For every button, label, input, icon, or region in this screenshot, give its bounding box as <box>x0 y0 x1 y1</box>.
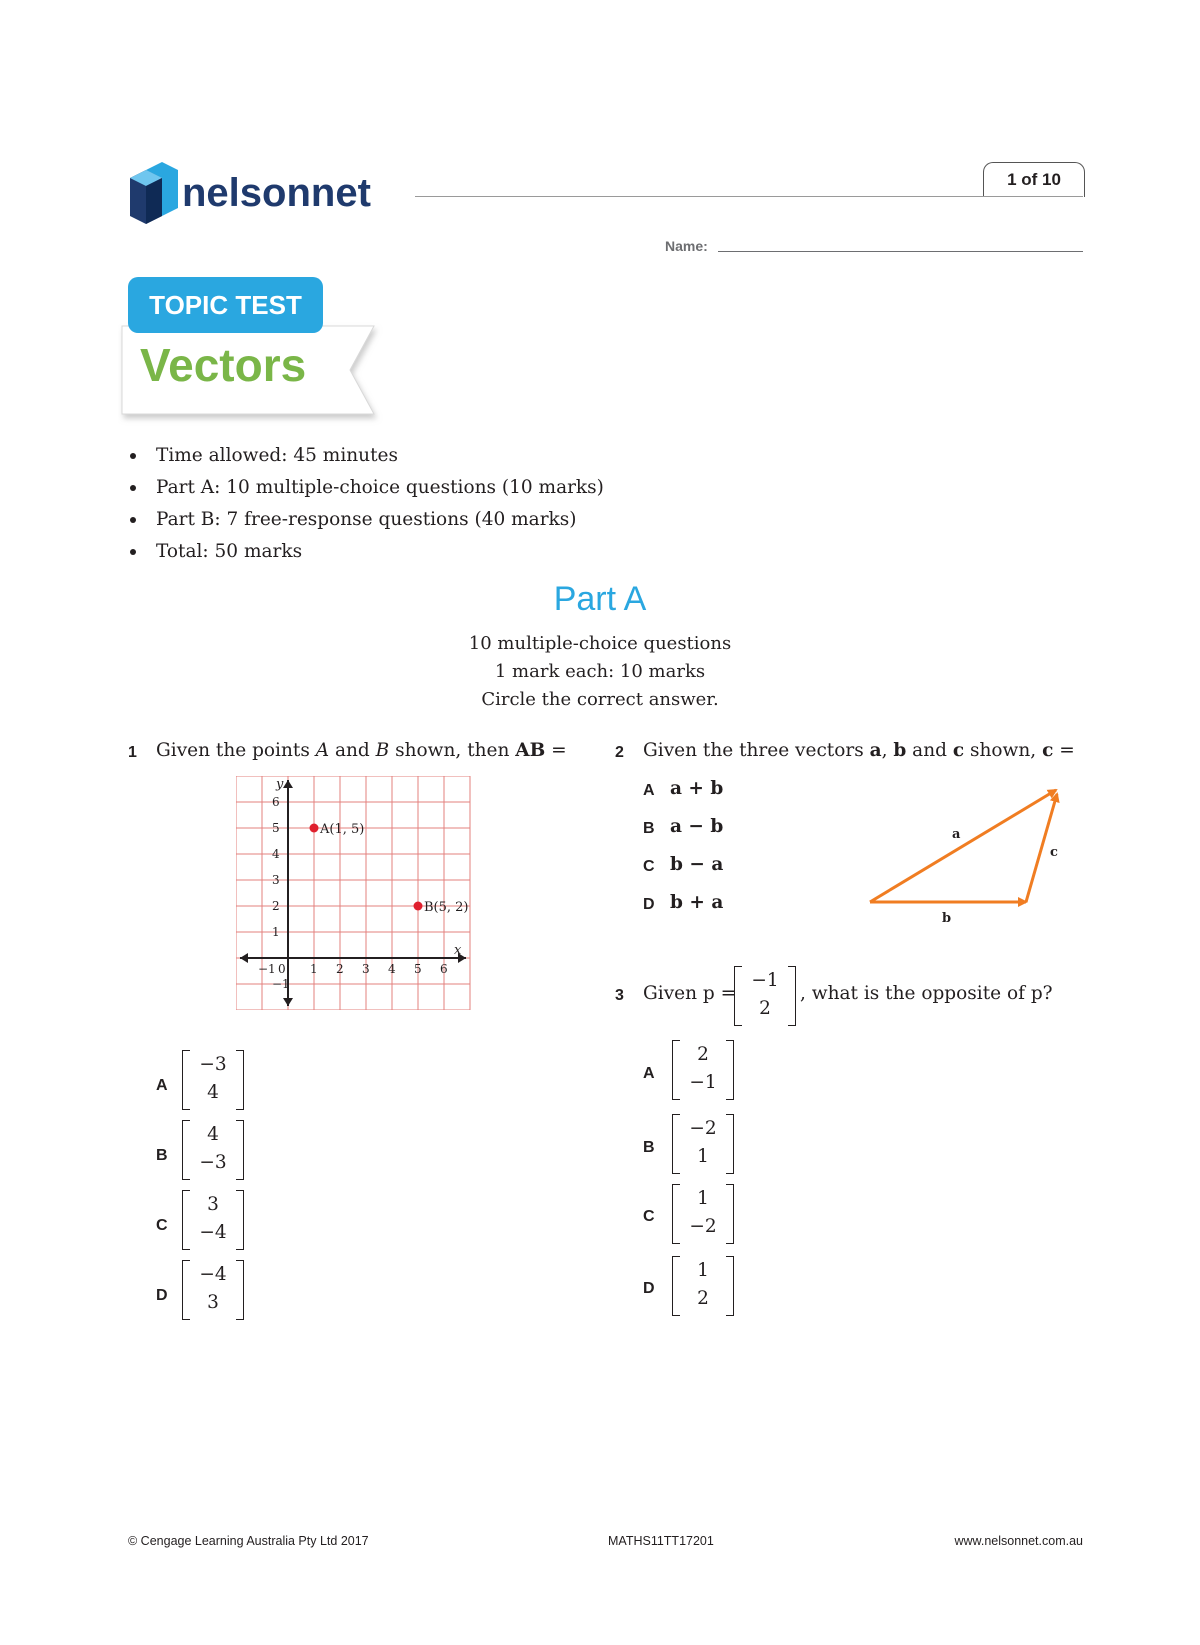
option-text[interactable]: b + a <box>670 892 724 913</box>
info-item: Part B: 7 free-response questions (40 marks) <box>128 504 604 536</box>
option-letter[interactable]: B <box>156 1147 168 1164</box>
y-tick-label: 1 <box>272 925 280 939</box>
info-item: Total: 50 marks <box>128 536 604 568</box>
part-a-title: Part A <box>553 580 647 618</box>
question-text-end: , what is the opposite of p? <box>800 983 1053 1004</box>
option-b-matrix[interactable]: −2 1 <box>672 1114 734 1174</box>
option-letter[interactable]: A <box>643 1065 655 1082</box>
question-number: 1 <box>128 744 137 761</box>
part-a-line: 10 multiple-choice questions <box>468 633 732 654</box>
option-d-matrix[interactable]: 1 2 <box>672 1256 734 1316</box>
footer-website[interactable]: www.nelsonnet.com.au <box>954 1534 1083 1548</box>
point-b-label: B(5, 2) <box>424 900 469 915</box>
point-b <box>414 902 423 911</box>
footer-code: MATHS11TT17201 <box>608 1534 714 1548</box>
vector-c-label: c <box>1050 845 1058 860</box>
name-label: Name: <box>665 238 708 254</box>
x-tick-label: 5 <box>414 962 422 976</box>
option-text[interactable]: a − b <box>670 816 724 837</box>
x-tick-label: 0 <box>278 962 286 976</box>
question-text-start: Given p = <box>643 983 737 1004</box>
x-tick-label: 1 <box>310 962 318 976</box>
option-letter[interactable]: D <box>643 1280 655 1297</box>
vector-b-label: b <box>942 911 952 926</box>
name-field-line[interactable] <box>718 251 1083 252</box>
option-letter[interactable]: A <box>156 1077 168 1094</box>
y-tick-label: 6 <box>272 795 280 809</box>
y-tick-label: 5 <box>272 821 280 835</box>
x-tick-label: 2 <box>336 962 344 976</box>
option-letter[interactable]: B <box>643 1139 655 1156</box>
option-c-matrix[interactable]: 3 −4 <box>182 1190 244 1250</box>
option-letter[interactable]: D <box>643 896 655 913</box>
y-axis-arrow <box>283 998 293 1006</box>
y-tick-label: 2 <box>272 899 280 913</box>
vector-triangle-diagram <box>860 776 1070 926</box>
bullet-icon <box>130 549 136 555</box>
option-letter[interactable]: A <box>643 782 655 799</box>
option-d-matrix[interactable]: −4 3 <box>182 1260 244 1320</box>
footer-copyright: © Cengage Learning Australia Pty Ltd 2017 <box>128 1534 369 1548</box>
option-letter[interactable]: D <box>156 1287 168 1304</box>
page-indicator: 1 of 10 <box>983 162 1085 197</box>
topic-test-badge: TOPIC TEST <box>128 277 323 333</box>
option-text[interactable]: a + b <box>670 778 724 799</box>
option-letter[interactable]: C <box>643 858 655 875</box>
bullet-icon <box>130 453 136 459</box>
logo-wordmark: nelsonnet <box>182 171 371 215</box>
question-text: Given the points A and B shown, then AB = <box>156 740 567 761</box>
option-a-matrix[interactable]: −3 4 <box>182 1050 244 1110</box>
question-text: Given the three vectors a, b and c shown, c = <box>643 740 1075 761</box>
bullet-icon <box>130 485 136 491</box>
point-a-label: A(1, 5) <box>320 822 365 837</box>
x-tick-label: 4 <box>388 962 396 976</box>
header-rule <box>415 196 990 197</box>
question-number: 2 <box>615 744 624 761</box>
page-indicator-rule <box>983 196 1083 197</box>
x-axis-label: x <box>454 943 462 958</box>
topic-title: Vectors <box>140 339 307 391</box>
bullet-icon <box>130 517 136 523</box>
test-info-list <box>128 440 604 568</box>
part-a-line: Circle the correct answer. <box>481 689 719 710</box>
info-item: Time allowed: 45 minutes <box>128 440 604 472</box>
option-letter[interactable]: C <box>643 1208 655 1225</box>
y-tick-label: −1 <box>272 977 290 991</box>
vector-a-arrow <box>870 790 1056 902</box>
vector-a-label: a <box>952 827 961 842</box>
x-tick-label: −1 <box>258 962 276 976</box>
option-b-matrix[interactable]: 4 −3 <box>182 1120 244 1180</box>
x-tick-label: 3 <box>362 962 370 976</box>
info-item: Part A: 10 multiple-choice questions (10 marks) <box>128 472 604 504</box>
option-text[interactable]: b − a <box>670 854 724 875</box>
x-tick-label: 6 <box>440 962 448 976</box>
question-number: 3 <box>615 987 624 1004</box>
y-tick-label: 4 <box>272 847 280 861</box>
y-tick-label: 3 <box>272 873 280 887</box>
y-axis-label: y <box>276 777 284 792</box>
coordinate-graph <box>236 776 472 1010</box>
nelsonnet-logo <box>126 156 416 226</box>
option-letter[interactable]: B <box>643 820 655 837</box>
vector-p-matrix: −1 2 <box>734 966 796 1026</box>
option-c-matrix[interactable]: 1 −2 <box>672 1184 734 1244</box>
option-a-matrix[interactable]: 2 −1 <box>672 1040 734 1100</box>
part-a-line: 1 mark each: 10 marks <box>494 661 706 682</box>
option-letter[interactable]: C <box>156 1217 168 1234</box>
y-axis-arrow <box>283 780 293 788</box>
x-axis-arrow <box>240 953 248 963</box>
point-a <box>310 824 319 833</box>
